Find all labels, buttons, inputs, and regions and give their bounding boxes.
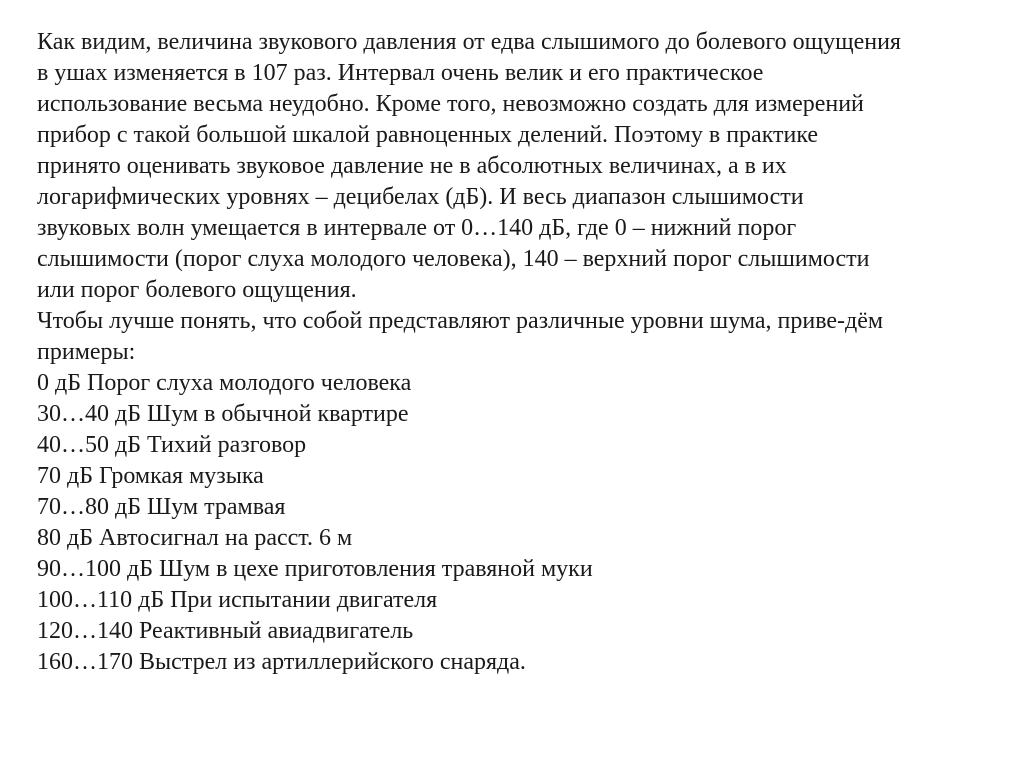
noise-example-item: 100…110 дБ При испытании двигателя — [37, 587, 438, 613]
intro-line: Чтобы лучше понять, что собой представляют различные уровни шума, приве-дём — [37, 308, 884, 334]
paragraph-line: звуковых волн умещается в интервале от 0…140 дБ, где 0 – нижний порог — [37, 215, 797, 241]
noise-example-item: 70…80 дБ Шум трамвая — [37, 494, 286, 520]
noise-example-item: 90…100 дБ Шум в цехе приготовления травяной муки — [37, 556, 593, 582]
noise-example-item: 120…140 Реактивный авиадвигатель — [37, 618, 414, 644]
paragraph-line: в ушах изменяется в 107 раз. Интервал очень велик и его практическое — [37, 60, 764, 86]
noise-example-item: 160…170 Выстрел из артиллерийского снаряда. — [37, 649, 526, 675]
noise-example-item: 70 дБ Громкая музыка — [37, 463, 264, 489]
paragraph-line: логарифмических уровнях – децибелах (дБ). И весь диапазон слышимости — [37, 184, 804, 210]
noise-example-item: 30…40 дБ Шум в обычной квартире — [37, 401, 409, 427]
noise-example-item: 40…50 дБ Тихий разговор — [37, 432, 307, 458]
noise-example-item: 0 дБ Порог слуха молодого человека — [37, 370, 412, 396]
paragraph-line: или порог болевого ощущения. — [37, 277, 357, 303]
intro-line: примеры: — [37, 339, 136, 365]
paragraph-line: использование весьма неудобно. Кроме того, невозможно создать для измерений — [37, 91, 864, 117]
slide-text — [37, 27, 997, 678]
paragraph-line: Как видим, величина звукового давления от едва слышимого до болевого ощущения — [37, 29, 901, 55]
paragraph-line: слышимости (порог слуха молодого человека), 140 – верхний порог слышимости — [37, 246, 870, 272]
noise-example-item: 80 дБ Автосигнал на расст. 6 м — [37, 525, 353, 551]
paragraph-line: прибор с такой большой шкалой равноценных делений. Поэтому в практике — [37, 122, 819, 148]
paragraph-line: принято оценивать звуковое давление не в абсолютных величинах, а в их — [37, 153, 787, 179]
